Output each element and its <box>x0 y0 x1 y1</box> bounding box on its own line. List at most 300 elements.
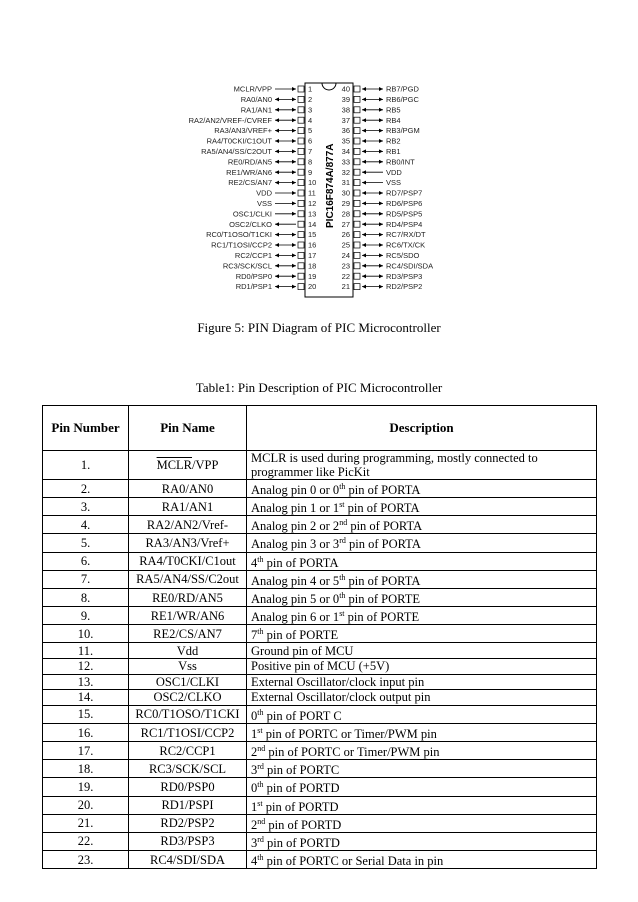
description-cell: Positive pin of MCU (+5V) <box>247 659 597 675</box>
description-text: pin of PORTD <box>265 817 342 832</box>
pin-number-cell: 5. <box>43 534 129 552</box>
table-row <box>43 588 597 606</box>
arrow-head-icon <box>275 108 279 112</box>
ordinal-suffix: st <box>339 609 345 619</box>
pin-name-cell: RC1/T1OSI/CCP2 <box>129 723 247 741</box>
description-text: 1 <box>251 727 258 742</box>
pin-pad <box>298 221 304 227</box>
pin-name-cell: RA0/AN0 <box>129 480 247 498</box>
arrow-head-icon <box>292 170 296 174</box>
arrow-head-icon <box>362 191 366 195</box>
arrow-head-icon <box>292 97 296 101</box>
pin-pad <box>354 107 360 113</box>
left-pin-label: RE2/CS/AN7 <box>228 178 272 188</box>
arrow-head-icon <box>379 274 383 278</box>
description-text: pin of PORTA <box>347 519 423 534</box>
description-cell <box>247 625 597 643</box>
table-row <box>43 498 597 516</box>
description-cell: External Oscillator/clock output pin <box>247 690 597 706</box>
description-cell <box>247 851 597 869</box>
pin-pad <box>354 211 360 217</box>
arrow-head-icon <box>379 129 383 133</box>
arrow-head-icon <box>362 97 366 101</box>
pin-name-rest: /VPP <box>192 458 219 472</box>
pin-name-cell: OSC2/CLKO <box>129 690 247 706</box>
right-pin-label: RC7/RX/DT <box>386 230 426 240</box>
pin-pad <box>298 284 304 290</box>
description-cell <box>247 498 597 516</box>
description-cell <box>247 534 597 552</box>
right-pin-label: RB5 <box>386 105 401 115</box>
description-text: pin of PORT C <box>263 708 342 723</box>
arrow-head-icon <box>292 129 296 133</box>
left-pin-label: RA4/T0CKI/C1OUT <box>206 136 272 146</box>
arrow-head-icon <box>275 243 279 247</box>
left-pin-label: RE1/WR/AN6 <box>226 167 272 177</box>
description-text: 4 <box>251 854 258 869</box>
left-pin-number: 14 <box>308 219 317 229</box>
arrow-head-icon <box>362 264 366 268</box>
right-pin-label: RB3/PGM <box>386 126 420 136</box>
description-cell <box>247 480 597 498</box>
right-pin-number: 35 <box>341 136 350 146</box>
table-row <box>43 814 597 832</box>
table-row <box>43 742 597 760</box>
description-text: pin of PORTC or Timer/PWM pin <box>262 727 437 742</box>
arrow-head-icon <box>379 233 383 237</box>
left-pin-number: 4 <box>308 115 313 125</box>
description-cell <box>247 570 597 588</box>
table-row <box>43 570 597 588</box>
right-pin-label: RB6/PGC <box>386 95 419 104</box>
pin-name-cell: RA5/AN4/SS/C2out <box>129 570 247 588</box>
arrow-head-icon <box>362 108 366 112</box>
pin-name-overline: MCLR <box>156 458 193 472</box>
description-text: pin of PORTE <box>344 610 420 625</box>
arrow-head-icon <box>292 181 296 185</box>
left-pin-label: RA2/AN2/VREF-/CVREF <box>188 115 272 125</box>
pin-number-cell: 11. <box>43 643 129 659</box>
arrow-head-icon <box>379 222 383 226</box>
pin-name-cell: RC2/CCP1 <box>129 742 247 760</box>
table-row <box>43 832 597 850</box>
right-pin-label: RD7/PSP7 <box>386 188 423 198</box>
left-pin-label: RD0/PSP0 <box>235 271 272 281</box>
pin-number-cell: 3. <box>43 498 129 516</box>
arrow-head-icon <box>275 264 279 268</box>
right-pin-label: RB7/PGD <box>386 84 419 94</box>
arrow-head-icon <box>275 97 279 101</box>
table-row <box>43 516 597 534</box>
left-pin-label: MCLR/VPP <box>233 84 272 94</box>
ordinal-suffix: st <box>339 500 345 510</box>
pin-pad <box>354 138 360 144</box>
left-pin-number: 5 <box>308 126 313 136</box>
arrow-head-icon <box>379 264 383 268</box>
pin-pad <box>298 86 304 92</box>
arrow-head-icon <box>292 274 296 278</box>
pin-number-cell: 19. <box>43 778 129 796</box>
left-pin-label: RE0/RD/AN5 <box>227 157 272 167</box>
left-pin-label: RA5/AN4/SS/C2OUT <box>201 147 272 156</box>
description-text: 0 <box>251 781 258 796</box>
left-pin-number: 20 <box>308 282 317 292</box>
arrow-head-icon <box>362 212 366 216</box>
description-text: pin of PORTA <box>345 483 421 498</box>
description-cell <box>247 778 597 796</box>
description-cell <box>247 588 597 606</box>
table-row <box>43 690 597 706</box>
description-text: 3 <box>251 763 258 778</box>
pin-number-cell: 4. <box>43 516 129 534</box>
table-row <box>43 796 597 814</box>
arrow-head-icon <box>275 181 279 185</box>
arrow-head-icon <box>362 149 366 153</box>
table-row <box>43 451 597 480</box>
description-text: 7 <box>251 628 258 643</box>
right-pin-number: 36 <box>341 126 350 136</box>
table-caption: Table1: Pin Description of PIC Microcontroller <box>195 380 443 395</box>
ordinal-suffix: nd <box>257 816 266 826</box>
pin-name-cell: RA4/T0CKI/C1out <box>129 552 247 570</box>
right-pin-number: 29 <box>341 199 350 208</box>
pin-pad <box>298 138 304 144</box>
left-pin-number: 1 <box>308 84 313 94</box>
arrow-head-icon <box>362 253 366 257</box>
description-text: pin of PORTA <box>345 573 421 588</box>
table-row <box>43 534 597 552</box>
left-pin-number: 3 <box>308 105 313 115</box>
figure-caption: Figure 5: PIN Diagram of PIC Microcontroller <box>197 320 441 335</box>
table-row <box>43 643 597 659</box>
pin-pad <box>354 180 360 186</box>
ordinal-suffix: rd <box>257 762 264 772</box>
pin-number-cell: 18. <box>43 760 129 778</box>
right-pin-label: RD2/PSP2 <box>386 282 423 292</box>
ordinal-suffix: th <box>339 482 346 491</box>
description-text: pin of PORTA <box>345 537 421 552</box>
description-text: Analog pin 1 or 1 <box>251 501 340 516</box>
left-pin-number: 10 <box>308 178 317 188</box>
description-text: 3 <box>251 836 258 851</box>
arrow-head-icon <box>292 149 296 153</box>
ordinal-suffix: th <box>257 780 264 790</box>
pin-pad <box>354 263 360 269</box>
right-pin-number: 21 <box>341 282 350 292</box>
ordinal-suffix: rd <box>257 834 264 844</box>
description-text: pin of PORTD <box>262 799 339 814</box>
arrow-head-icon <box>292 160 296 164</box>
arrow-head-icon <box>362 285 366 289</box>
left-pin-number: 13 <box>308 209 317 219</box>
description-text: Analog pin 4 or 5 <box>251 573 340 588</box>
pin-name-cell: RD0/PSP0 <box>129 778 247 796</box>
left-pin-number: 15 <box>308 230 317 240</box>
pin-number-cell: 21. <box>43 814 129 832</box>
description-cell <box>247 760 597 778</box>
ordinal-suffix: th <box>257 707 264 717</box>
pin-pad <box>298 273 304 279</box>
left-pin-label: RC0/T1OSO/T1CKI <box>206 230 272 240</box>
description-text: 4 <box>251 555 258 570</box>
pin-number-cell: 6. <box>43 552 129 570</box>
pin-number-cell: 1. <box>43 451 129 480</box>
table-row <box>43 674 597 690</box>
pin-name-cell <box>129 451 247 480</box>
pin-pad <box>354 242 360 248</box>
right-pin-number: 22 <box>341 271 350 281</box>
arrow-head-icon <box>292 285 296 289</box>
description-cell <box>247 796 597 814</box>
description-text: pin of PORTA <box>263 555 339 570</box>
arrow-head-icon <box>362 222 366 226</box>
pin-number-cell: 20. <box>43 796 129 814</box>
pin-pad <box>298 252 304 258</box>
pin-pad <box>354 190 360 196</box>
pin-pad <box>354 221 360 227</box>
description-cell <box>247 832 597 850</box>
arrow-head-icon <box>275 170 279 174</box>
left-pin-label: VSS <box>256 199 272 208</box>
pin-number-cell: 2. <box>43 480 129 498</box>
left-pin-number: 2 <box>308 95 313 104</box>
pin-pad <box>354 284 360 290</box>
pin-pad <box>354 86 360 92</box>
arrow-head-icon <box>362 170 366 174</box>
arrow-head-icon <box>292 87 296 91</box>
arrow-head-icon <box>292 139 296 143</box>
right-pin-label: RD4/PSP4 <box>386 219 423 229</box>
pin-name-cell: RC4/SDI/SDA <box>129 851 247 869</box>
pin-pad <box>298 169 304 175</box>
header-pin-number: Pin Number <box>43 406 129 451</box>
description-cell <box>247 705 597 723</box>
right-pin-number: 40 <box>341 84 350 94</box>
right-pin-number: 23 <box>341 261 350 271</box>
right-pin-label: RD3/PSP3 <box>386 271 423 281</box>
right-pin-number: 30 <box>341 188 350 198</box>
pin-pad <box>354 232 360 238</box>
description-cell <box>247 607 597 625</box>
pin-pad <box>298 128 304 134</box>
left-pin-number: 8 <box>308 157 313 167</box>
arrow-head-icon <box>362 201 366 205</box>
pin-name-cell: RD3/PSP3 <box>129 832 247 850</box>
pin-name-cell: Vss <box>129 659 247 675</box>
right-pin-label: RB1 <box>386 147 401 156</box>
pin-name-cell: RE2/CS/AN7 <box>129 625 247 643</box>
pin-number-cell: 15. <box>43 705 129 723</box>
description-text: 0 <box>251 708 258 723</box>
pin-name-cell: RE0/RD/AN5 <box>129 588 247 606</box>
arrow-head-icon <box>275 253 279 257</box>
arrow-head-icon <box>362 243 366 247</box>
description-text: pin of PORTE <box>345 592 421 607</box>
pin-pad <box>354 159 360 165</box>
right-pin-number: 32 <box>341 167 350 177</box>
right-pin-label: RB0/INT <box>386 157 415 167</box>
arrow-head-icon <box>275 222 279 226</box>
pin-number-cell: 8. <box>43 588 129 606</box>
arrow-head-icon <box>362 139 366 143</box>
pin-pad <box>298 232 304 238</box>
arrow-head-icon <box>292 108 296 112</box>
right-pin-label: RC5/SDO <box>386 251 420 260</box>
arrow-head-icon <box>292 118 296 122</box>
right-pin-number: 33 <box>341 157 350 167</box>
description-text: 2 <box>251 817 258 832</box>
pin-pad <box>298 242 304 248</box>
pin-description-table <box>42 405 597 869</box>
arrow-head-icon <box>292 253 296 257</box>
table-header-row <box>43 406 597 451</box>
right-pin-number: 25 <box>341 240 350 250</box>
arrow-head-icon <box>292 233 296 237</box>
description-text: pin of PORTE <box>263 628 339 643</box>
pin-name-cell: RA1/AN1 <box>129 498 247 516</box>
pin-number-cell: 10. <box>43 625 129 643</box>
pin-number-cell: 13. <box>43 674 129 690</box>
pin-name-cell: RC3/SCK/SCL <box>129 760 247 778</box>
arrow-head-icon <box>379 139 383 143</box>
ordinal-suffix: th <box>257 853 264 863</box>
pin-pad <box>354 128 360 134</box>
pin-name-cell: RD2/PSP2 <box>129 814 247 832</box>
description-text: pin of PORTD <box>263 781 340 796</box>
table-row <box>43 851 597 869</box>
pin-pad <box>298 96 304 102</box>
pin-pad <box>354 117 360 123</box>
arrow-head-icon <box>379 191 383 195</box>
ordinal-suffix: nd <box>339 518 348 528</box>
chip-name: PIC16F874A/877A <box>325 143 336 228</box>
pin-number-cell: 9. <box>43 607 129 625</box>
left-pin-label: RC1/T1OSI/CCP2 <box>211 240 272 250</box>
right-pin-number: 38 <box>341 105 350 115</box>
ordinal-suffix: rd <box>339 536 346 546</box>
description-text: 1 <box>251 799 258 814</box>
right-pin-number: 37 <box>341 115 350 125</box>
pin-pad <box>298 159 304 165</box>
arrow-head-icon <box>379 285 383 289</box>
left-pin-number: 11 <box>308 188 316 198</box>
left-pin-number: 12 <box>308 199 317 208</box>
left-pin-label: RC3/SCK/SCL <box>222 261 272 271</box>
right-pin-number: 27 <box>341 219 350 229</box>
left-pin-label: OSC2/CLKO <box>229 219 272 229</box>
arrow-head-icon <box>362 129 366 133</box>
pin-number-cell: 12. <box>43 659 129 675</box>
table-row <box>43 778 597 796</box>
pin-name-cell: RA3/AN3/Vref+ <box>129 534 247 552</box>
arrow-head-icon <box>275 160 279 164</box>
pin-number-cell: 22. <box>43 832 129 850</box>
arrow-head-icon <box>275 149 279 153</box>
arrow-head-icon <box>275 129 279 133</box>
arrow-head-icon <box>362 118 366 122</box>
description-cell <box>247 552 597 570</box>
pin-pad <box>298 148 304 154</box>
ordinal-suffix: st <box>257 725 263 735</box>
pin-pad <box>298 211 304 217</box>
pin-number-cell: 7. <box>43 570 129 588</box>
arrow-head-icon <box>292 191 296 195</box>
pin-name-cell: RA2/AN2/Vref- <box>129 516 247 534</box>
pin-number-cell: 23. <box>43 851 129 869</box>
left-pin-label: VDD <box>256 188 272 198</box>
arrow-head-icon <box>362 233 366 237</box>
arrow-head-icon <box>379 97 383 101</box>
left-pin-label: RA0/AN0 <box>240 95 272 104</box>
arrow-head-icon <box>362 181 366 185</box>
description-cell <box>247 814 597 832</box>
pin-pad <box>298 190 304 196</box>
left-pin-number: 16 <box>308 240 317 250</box>
right-pin-label: RC4/SDI/SDA <box>386 261 434 271</box>
arrow-head-icon <box>379 201 383 205</box>
right-pin-number: 31 <box>341 178 350 188</box>
right-pin-label: RD6/PSP6 <box>386 199 423 208</box>
pin-pad <box>298 180 304 186</box>
left-pin-number: 17 <box>308 251 317 260</box>
pin-pad <box>354 148 360 154</box>
arrow-head-icon <box>362 274 366 278</box>
description-cell <box>247 723 597 741</box>
pin-pad <box>354 96 360 102</box>
pin-diagram <box>175 78 475 308</box>
right-pin-number: 28 <box>341 209 350 219</box>
pin-pad <box>298 117 304 123</box>
pin-pad <box>354 169 360 175</box>
pin-name-cell: RD1/PSPI <box>129 796 247 814</box>
arrow-head-icon <box>292 212 296 216</box>
header-pin-name: Pin Name <box>129 406 247 451</box>
description-cell: Ground pin of MCU <box>247 643 597 659</box>
pin-pad <box>298 200 304 206</box>
description-text: pin of PORTC or Timer/PWM pin <box>265 745 440 760</box>
description-text: Analog pin 5 or 0 <box>251 592 340 607</box>
ordinal-suffix: th <box>257 554 264 564</box>
arrow-head-icon <box>379 108 383 112</box>
arrow-head-icon <box>379 212 383 216</box>
pin-name-cell: RC0/T1OSO/T1CKI <box>129 705 247 723</box>
right-pin-number: 39 <box>341 95 350 104</box>
description-text: Analog pin 3 or 3 <box>251 537 340 552</box>
arrow-head-icon <box>292 201 296 205</box>
description-cell <box>247 516 597 534</box>
left-pin-number: 19 <box>308 271 317 281</box>
right-pin-label: RC6/TX/CK <box>386 240 426 250</box>
right-pin-number: 26 <box>341 230 350 240</box>
description-cell <box>247 742 597 760</box>
pin-name-cell: RE1/WR/AN6 <box>129 607 247 625</box>
description-text: pin of PORTA <box>344 501 420 516</box>
description-text: 2 <box>251 745 258 760</box>
left-pin-label: OSC1/CLKI <box>232 209 272 219</box>
pin-pad <box>298 263 304 269</box>
arrow-head-icon <box>379 87 383 91</box>
description-text: Analog pin 0 or 0 <box>251 483 340 498</box>
left-pin-number: 9 <box>308 167 313 177</box>
arrow-head-icon <box>379 243 383 247</box>
pin-pad <box>298 107 304 113</box>
pin-name-cell: Vdd <box>129 643 247 659</box>
arrow-head-icon <box>362 160 366 164</box>
arrow-head-icon <box>275 274 279 278</box>
arrow-head-icon <box>292 264 296 268</box>
description-cell: MCLR is used during programming, mostly connected to programmer like PicKit <box>247 451 597 480</box>
table-row <box>43 659 597 675</box>
